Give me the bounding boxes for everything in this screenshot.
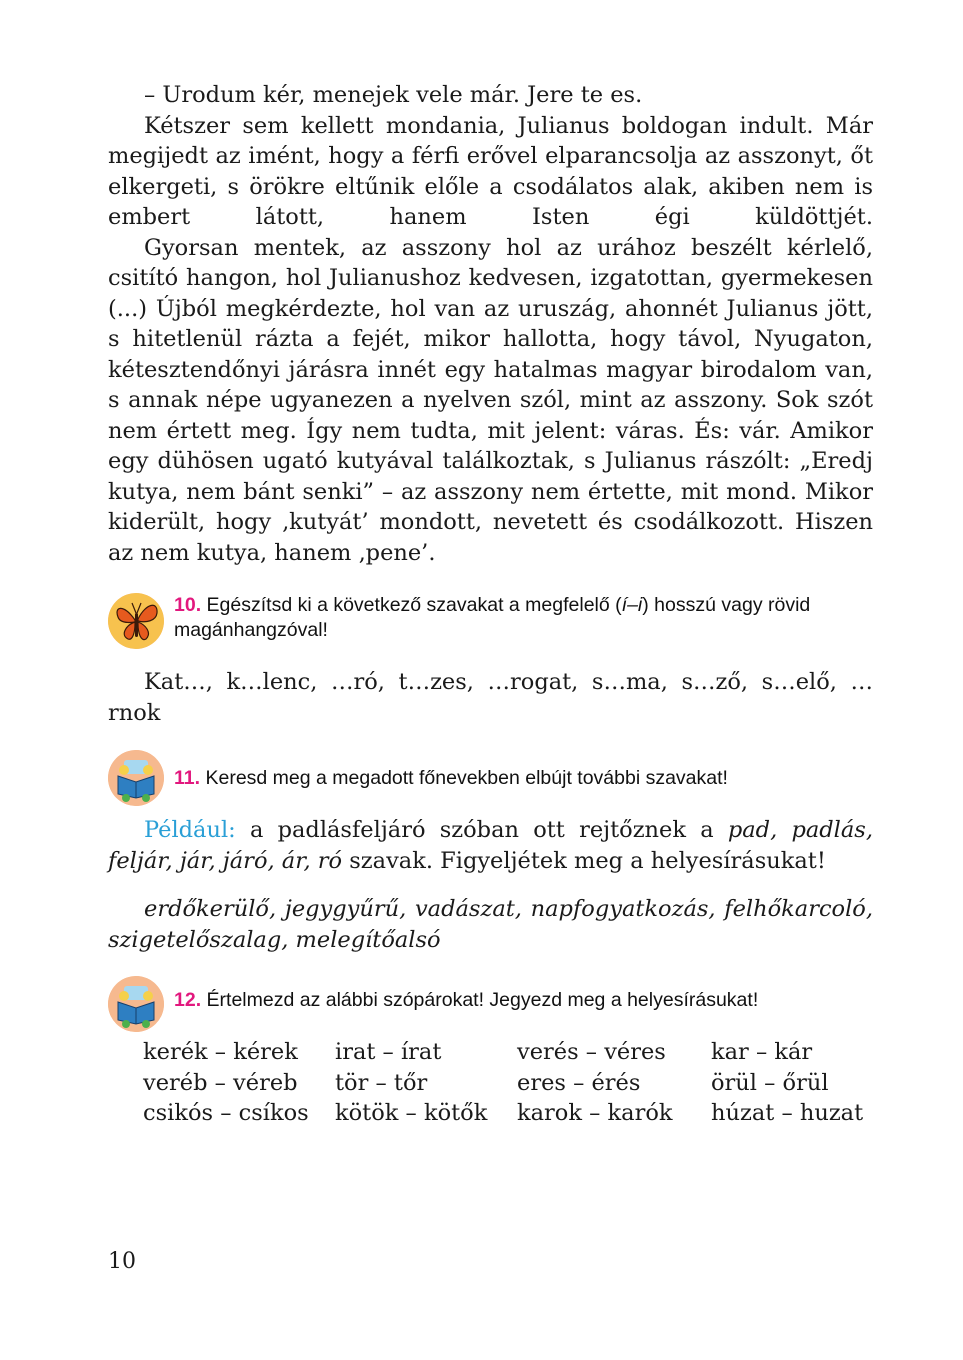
- word-pair: tör – tőr: [335, 1069, 428, 1096]
- word-pair: kar – kár: [711, 1039, 813, 1065]
- word-pairs-row: [143, 1068, 883, 1099]
- task-number: 11.: [174, 767, 201, 789]
- word-pairs-table: [143, 1037, 883, 1129]
- reading-children-icon: [108, 750, 164, 806]
- dialog-line: – Urodum kér, menejek vele már. Jere te es.: [144, 82, 643, 108]
- task-instruction: Egészítsd ki a következő szavakat a megfelelő (: [206, 594, 622, 616]
- word-pair: örül – őrül: [711, 1069, 829, 1096]
- task-instruction-letters: í–i: [621, 594, 643, 616]
- story-paragraph: Gyorsan mentek, az asszony hol az urához beszélt kérlelő, csitító hangon, hol Julianushoz kedvesen, izgatottan, gyermekesen (...) Újból megkérdezte, hol van az uruszág, ahonnét Julianus jött, s hitetlenül rázta a fejét, mikor hallotta, hogy távol, Nyugaton, kétesztendőnyi járásra innét egy hatalmas magyar birodalom van, s annak népe ugyanezen a nyelven szól, mint az asszony. Sok szót nem értett meg. Így nem tudta, mit jelent: váras. És: vár. Amikor egy dühösen ugató kutyával találkoztak, s Julianus rászólt: „Eredj kutya, nem bánt senki” – az asszony nem értette, mit mond. Mikor kiderült, hogy ‚kutyát’ mondott, nevetett és csodálkozott. Hiszen az nem kutya, hanem ‚pene’.: [108, 234, 873, 566]
- example-label: Például:: [144, 817, 236, 843]
- task-number: 12.: [174, 989, 202, 1011]
- example-words: pad, padlás, feljár, jár, járó, ár, ró: [108, 817, 873, 874]
- word-pair: kötök – kötők: [335, 1100, 488, 1126]
- word-list-line: rnok: [108, 699, 161, 726]
- word-pair: eres – érés: [517, 1069, 641, 1096]
- reading-children-icon: [108, 976, 164, 1032]
- word-pair: csikós – csíkos: [143, 1100, 309, 1126]
- butterfly-icon: [108, 593, 164, 649]
- word-list: erdőkerülő, jegygyűrű, vadászat, napfogyatkozás, felhőkarcoló, szigetelőszalag, melegítőalsó: [108, 896, 873, 953]
- word-pair: húzat – huzat: [711, 1100, 864, 1126]
- word-list-line: Kat…, k…lenc, …ró, t…zes, …rogat, s…ma, s…ző, s…elő, …: [144, 669, 873, 695]
- word-pair: veréb – véreb: [143, 1069, 298, 1096]
- page-number: 10: [108, 1249, 136, 1274]
- task-11-header: [108, 750, 873, 806]
- task-11-example: Például: a padlásfeljáró szóban ott rejtőznek a pad, padlás, feljár, jár, járó, ár, ró szavak. Figyeljétek meg a helyesírásukat!: [108, 817, 873, 874]
- word-pair: kerék – kérek: [143, 1039, 298, 1065]
- word-pair: irat – írat: [335, 1039, 442, 1065]
- story-paragraph: Kétszer sem kellett mondania, Julianus boldogan indult. Már megijedt az imént, hogy a férfi erővel elparancsolja az asszonyt, őt elkergeti, s örökre eltűnik előle a csodálatos alak, akiben nem is embert látott, hanem Isten égi küldöttjét.: [108, 112, 873, 230]
- task-12-header: [108, 976, 873, 1032]
- task-number: 10.: [174, 594, 202, 616]
- task-instruction: Értelmezd az alábbi szópárokat! Jegyezd meg a helyesírásukat!: [206, 989, 759, 1011]
- task-10-header: [108, 593, 873, 649]
- task-10-words: [108, 667, 873, 728]
- task-11-words: [108, 894, 873, 955]
- word-pair: karok – karók: [517, 1100, 673, 1126]
- task-instruction: ) hosszú vagy rövid magánhangzóval!: [174, 594, 811, 641]
- word-pairs-row: [143, 1098, 883, 1129]
- word-pair: verés – véres: [517, 1039, 666, 1065]
- task-instruction: Keresd meg a megadott főnevekben elbújt további szavakat!: [205, 767, 728, 789]
- word-pairs-row: [143, 1037, 883, 1068]
- story-text: [108, 80, 873, 568]
